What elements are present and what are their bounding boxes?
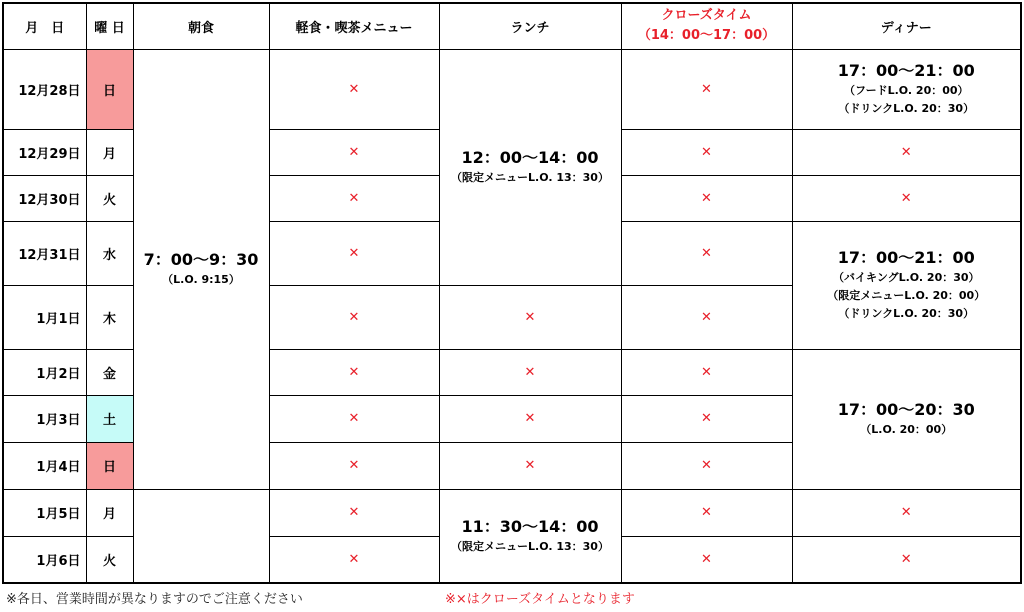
close-closed-mark: ✕ [621,442,792,489]
dinner-closed-mark: ✕ [792,489,1021,536]
dinner-closed-mark: ✕ [792,536,1021,583]
weekday-cell: 月 [86,489,133,536]
cafe-closed-mark: ✕ [269,175,439,221]
header-cafe: 軽食・喫茶メニュー [269,3,439,49]
weekday-cell: 日 [86,49,133,129]
weekday-cell: 日 [86,442,133,489]
header-row [3,3,1021,49]
date-cell: 1月2日 [3,349,86,395]
cafe-closed-mark: ✕ [269,489,439,536]
header-close-time [621,3,792,49]
dinner-note: （フードL.O. 20：00） [843,84,969,97]
close-closed-mark: ✕ [621,536,792,583]
dinner-cell [792,221,1021,349]
breakfast-note: （L.O. 9:15） [162,273,240,286]
weekday-cell: 土 [86,395,133,442]
dinner-note: （限定メニューL.O. 20：00） [827,289,986,302]
close-closed-mark: ✕ [621,285,792,349]
dinner-note: （バイキングL.O. 20：30） [832,271,980,284]
lunch-closed-mark: ✕ [439,285,621,349]
close-closed-mark: ✕ [621,175,792,221]
lunch-note: （限定メニューL.O. 13：30） [451,171,609,184]
cafe-closed-mark: ✕ [269,285,439,349]
lunch-time: 12：00〜14：00 [461,148,599,167]
cafe-closed-mark: ✕ [269,442,439,489]
lunch-closed-mark: ✕ [439,395,621,442]
lunch-time: 11：30〜14：00 [461,516,599,536]
header-lunch: ランチ [439,3,621,49]
lunch-closed-mark: ✕ [439,349,621,395]
footer-note-hours: ※各日、営業時間が異なりますのでご注意ください [6,592,303,607]
close-closed-mark: ✕ [621,129,792,175]
weekday-cell: 木 [86,285,133,349]
cafe-closed-mark: ✕ [269,536,439,583]
breakfast-time: 7：00〜9：30 [143,250,259,269]
dinner-cell [792,49,1021,129]
table-row [3,49,1021,129]
dinner-note: （ドリンクL.O. 20：30） [838,307,975,320]
close-time-hours: （14：00〜17：00） [637,28,776,44]
date-cell: 1月3日 [3,395,86,442]
dinner-closed-mark: ✕ [792,175,1021,221]
weekday-cell: 金 [86,349,133,395]
breakfast-empty-cell [133,489,269,583]
weekday-cell: 水 [86,221,133,285]
dinner-closed-mark: ✕ [792,129,1021,175]
lunch-cell [439,49,621,285]
weekday-cell: 月 [86,129,133,175]
cafe-closed-mark: ✕ [269,395,439,442]
date-cell: 12月30日 [3,175,86,221]
table-row [3,489,1021,536]
cafe-closed-mark: ✕ [269,49,439,129]
header-weekday: 曜 日 [86,3,133,49]
breakfast-cell [133,49,269,489]
cafe-closed-mark: ✕ [269,221,439,285]
date-cell: 12月29日 [3,129,86,175]
cafe-closed-mark: ✕ [269,349,439,395]
dinner-note: （ドリンクL.O. 20：30） [838,102,975,115]
weekday-cell: 火 [86,536,133,583]
dinner-time: 17：00〜20：30 [837,400,975,419]
header-date: 月 日 [3,3,86,49]
lunch-cell [439,489,621,583]
date-cell: 12月28日 [3,49,86,129]
close-closed-mark: ✕ [621,489,792,536]
lunch-note: （限定メニューL.O. 13：30） [451,539,609,553]
close-closed-mark: ✕ [621,395,792,442]
lunch-closed-mark: ✕ [439,442,621,489]
date-cell: 1月1日 [3,285,86,349]
close-closed-mark: ✕ [621,221,792,285]
date-cell: 1月6日 [3,536,86,583]
dinner-note: （L.O. 20：00） [860,423,953,436]
close-closed-mark: ✕ [621,49,792,129]
dinner-cell [792,349,1021,489]
dinner-time: 17：00〜21：00 [837,248,975,267]
dinner-time: 17：00〜21：00 [837,61,975,80]
close-closed-mark: ✕ [621,349,792,395]
schedule-table [2,2,1022,584]
date-cell: 12月31日 [3,221,86,285]
weekday-cell: 火 [86,175,133,221]
close-time-title: クローズタイム [661,8,752,24]
date-cell: 1月5日 [3,489,86,536]
header-dinner: ディナー [792,3,1021,49]
date-cell: 1月4日 [3,442,86,489]
cafe-closed-mark: ✕ [269,129,439,175]
header-breakfast: 朝食 [133,3,269,49]
footer-note-close: ※×はクローズタイムとなります [445,592,635,607]
